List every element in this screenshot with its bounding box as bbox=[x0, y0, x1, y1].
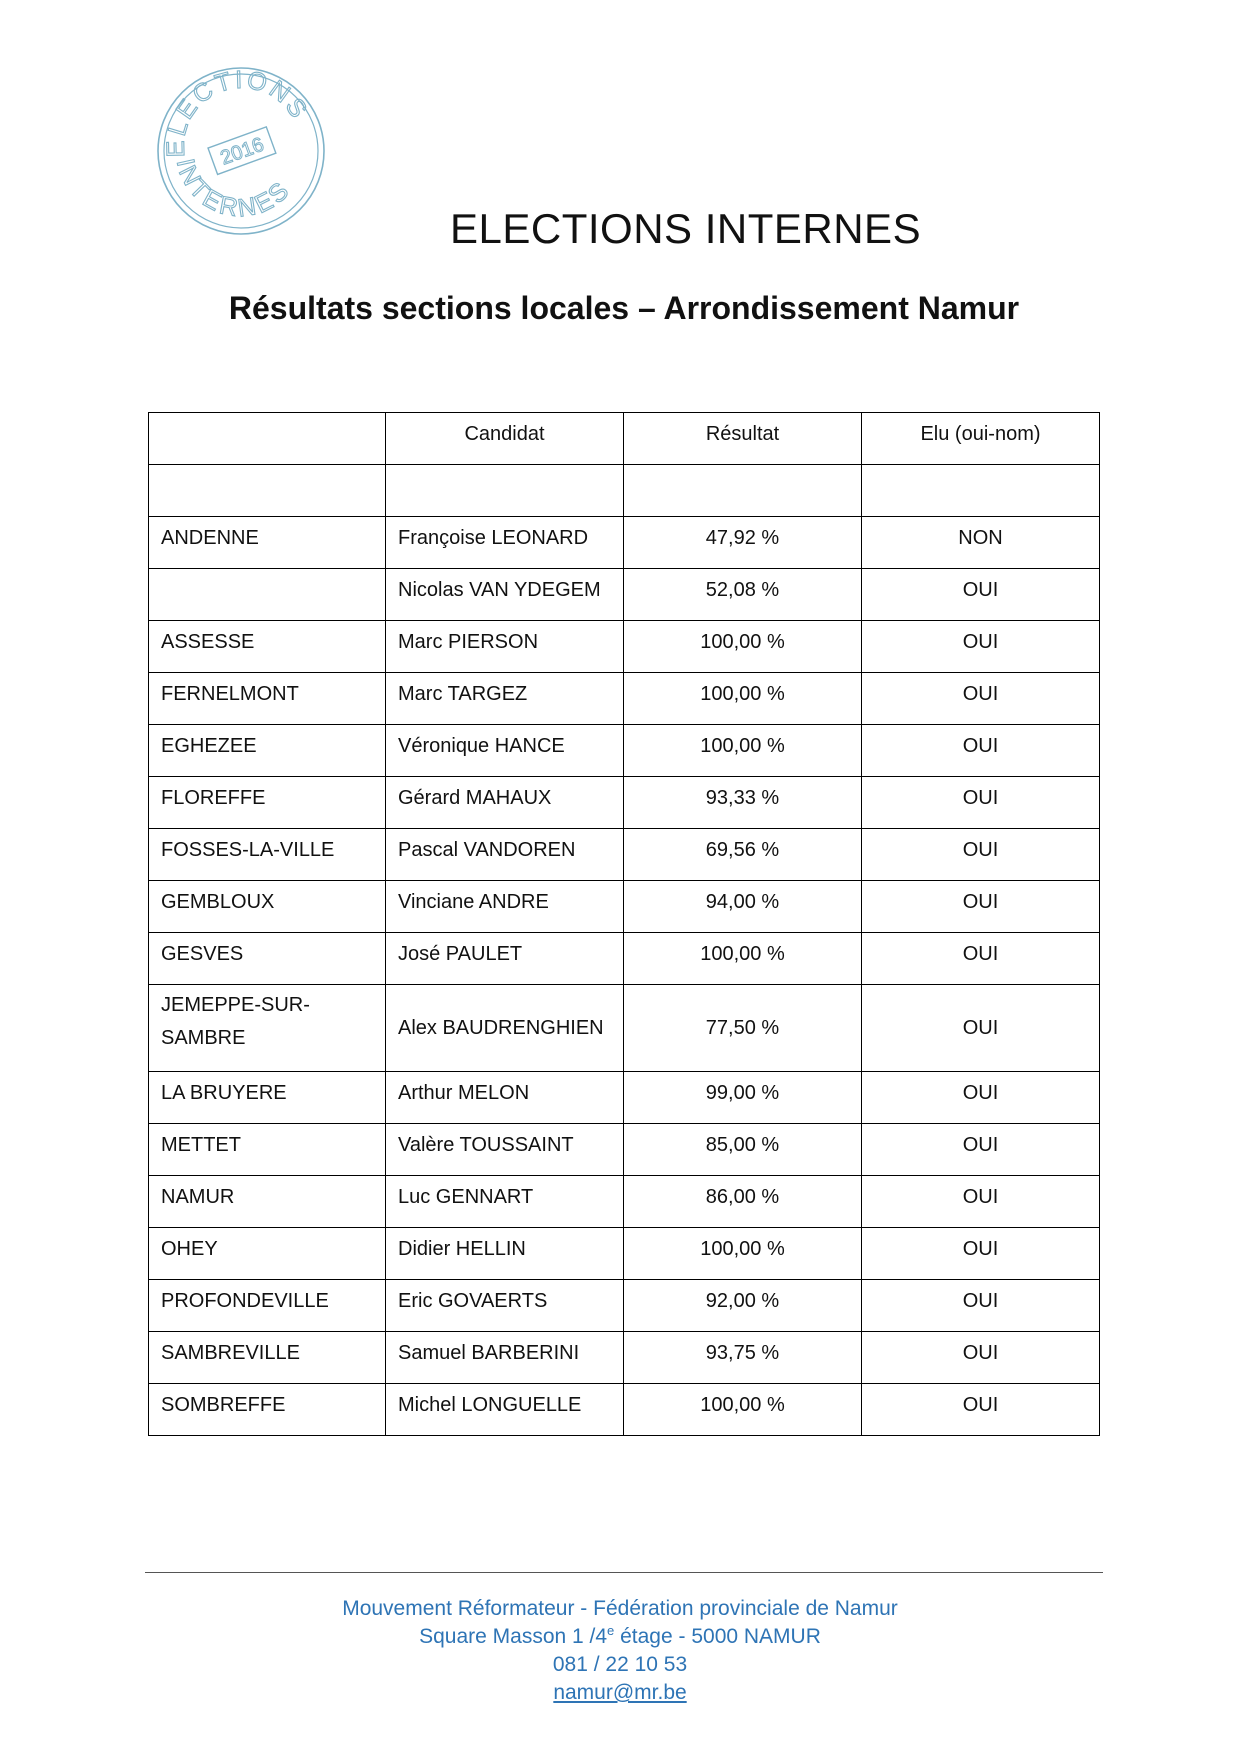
elected-cell: OUI bbox=[862, 881, 1100, 933]
result-cell: 94,00 % bbox=[624, 881, 862, 933]
result-cell: 93,75 % bbox=[624, 1332, 862, 1384]
result-cell: 86,00 % bbox=[624, 1176, 862, 1228]
elected-cell: OUI bbox=[862, 829, 1100, 881]
table-row bbox=[149, 1124, 1100, 1176]
section-cell: SOMBREFFE bbox=[149, 1384, 386, 1436]
footer-address: Square Masson 1 /4e étage - 5000 NAMUR bbox=[419, 1623, 821, 1648]
section-cell: FLOREFFE bbox=[149, 777, 386, 829]
result-cell: 93,33 % bbox=[624, 777, 862, 829]
header-resultat: Résultat bbox=[624, 413, 862, 465]
footer bbox=[0, 1595, 1240, 1707]
elected-cell: OUI bbox=[862, 1124, 1100, 1176]
candidate-cell: Valère TOUSSAINT bbox=[386, 1124, 624, 1176]
result-cell: 100,00 % bbox=[624, 1228, 862, 1280]
section-cell: JEMEPPE-SUR-SAMBRE bbox=[149, 985, 386, 1072]
table-row bbox=[149, 1332, 1100, 1384]
elected-cell: OUI bbox=[862, 569, 1100, 621]
table-row bbox=[149, 829, 1100, 881]
section-cell bbox=[149, 465, 386, 517]
table-row bbox=[149, 1280, 1100, 1332]
table-row bbox=[149, 933, 1100, 985]
page-title: ELECTIONS INTERNES bbox=[450, 205, 922, 252]
section-cell: FOSSES-LA-VILLE bbox=[149, 829, 386, 881]
section-cell: EGHEZEE bbox=[149, 725, 386, 777]
section-cell: PROFONDEVILLE bbox=[149, 1280, 386, 1332]
section-cell bbox=[149, 569, 386, 621]
footer-divider bbox=[145, 1572, 1103, 1573]
result-cell: 69,56 % bbox=[624, 829, 862, 881]
candidate-cell: Pascal VANDOREN bbox=[386, 829, 624, 881]
table-row bbox=[149, 1176, 1100, 1228]
section-cell: OHEY bbox=[149, 1228, 386, 1280]
result-cell: 100,00 % bbox=[624, 673, 862, 725]
result-cell: 100,00 % bbox=[624, 725, 862, 777]
elected-cell: OUI bbox=[862, 777, 1100, 829]
section-cell: GEMBLOUX bbox=[149, 881, 386, 933]
result-cell: 100,00 % bbox=[624, 621, 862, 673]
header-section bbox=[149, 413, 386, 465]
elected-cell: OUI bbox=[862, 673, 1100, 725]
section-cell: LA BRUYERE bbox=[149, 1072, 386, 1124]
elected-cell: OUI bbox=[862, 725, 1100, 777]
result-cell: 77,50 % bbox=[624, 985, 862, 1072]
results-table bbox=[148, 412, 1100, 1436]
page-subtitle: Résultats sections locales – Arrondissement Namur bbox=[228, 290, 1020, 326]
table-row bbox=[149, 621, 1100, 673]
candidate-cell: Nicolas VAN YDEGEM bbox=[386, 569, 624, 621]
elected-cell: OUI bbox=[862, 1228, 1100, 1280]
candidate-cell: Alex BAUDRENGHIEN bbox=[386, 985, 624, 1072]
result-cell: 47,92 % bbox=[624, 517, 862, 569]
header-candidat: Candidat bbox=[386, 413, 624, 465]
candidate-cell: José PAULET bbox=[386, 933, 624, 985]
elected-cell: OUI bbox=[862, 1384, 1100, 1436]
candidate-cell: Luc GENNART bbox=[386, 1176, 624, 1228]
candidate-cell: Marc TARGEZ bbox=[386, 673, 624, 725]
table-header-row bbox=[149, 413, 1100, 465]
elected-cell: OUI bbox=[862, 621, 1100, 673]
candidate-cell: Didier HELLIN bbox=[386, 1228, 624, 1280]
result-cell: 100,00 % bbox=[624, 1384, 862, 1436]
elected-cell bbox=[862, 465, 1100, 517]
table-row bbox=[149, 673, 1100, 725]
logo-text-bottom: INTERNES bbox=[170, 156, 297, 223]
section-cell: NAMUR bbox=[149, 1176, 386, 1228]
section-cell: ASSESSE bbox=[149, 621, 386, 673]
table-row bbox=[149, 1072, 1100, 1124]
candidate-cell: Gérard MAHAUX bbox=[386, 777, 624, 829]
section-cell: FERNELMONT bbox=[149, 673, 386, 725]
candidate-cell: Michel LONGUELLE bbox=[386, 1384, 624, 1436]
section-cell: ANDENNE bbox=[149, 517, 386, 569]
elected-cell: OUI bbox=[862, 933, 1100, 985]
result-cell: 52,08 % bbox=[624, 569, 862, 621]
candidate-cell bbox=[386, 465, 624, 517]
table-row bbox=[149, 1228, 1100, 1280]
section-cell: SAMBREVILLE bbox=[149, 1332, 386, 1384]
footer-organization: Mouvement Réformateur - Fédération provinciale de Namur bbox=[342, 1597, 898, 1620]
elected-cell: OUI bbox=[862, 1280, 1100, 1332]
logo-text-top: ELECTIONS bbox=[161, 65, 315, 158]
candidate-cell: Françoise LEONARD bbox=[386, 517, 624, 569]
table-row bbox=[149, 517, 1100, 569]
candidate-cell: Véronique HANCE bbox=[386, 725, 624, 777]
footer-email-link[interactable]: namur@mr.be bbox=[553, 1681, 687, 1704]
table-row bbox=[149, 725, 1100, 777]
elected-cell: OUI bbox=[862, 1332, 1100, 1384]
result-cell bbox=[624, 465, 862, 517]
header-elu: Elu (oui-nom) bbox=[862, 413, 1100, 465]
result-cell: 100,00 % bbox=[624, 933, 862, 985]
result-cell: 99,00 % bbox=[624, 1072, 862, 1124]
table-row bbox=[149, 985, 1100, 1072]
logo-year: 2016 bbox=[217, 133, 267, 170]
section-cell: GESVES bbox=[149, 933, 386, 985]
elected-cell: OUI bbox=[862, 985, 1100, 1072]
candidate-cell: Vinciane ANDRE bbox=[386, 881, 624, 933]
candidate-cell: Samuel BARBERINI bbox=[386, 1332, 624, 1384]
table-row bbox=[149, 569, 1100, 621]
elected-cell: OUI bbox=[862, 1072, 1100, 1124]
elected-cell: OUI bbox=[862, 1176, 1100, 1228]
elected-cell: NON bbox=[862, 517, 1100, 569]
table-row bbox=[149, 777, 1100, 829]
candidate-cell: Marc PIERSON bbox=[386, 621, 624, 673]
table-row bbox=[149, 881, 1100, 933]
footer-phone: 081 / 22 10 53 bbox=[552, 1653, 688, 1676]
section-cell: METTET bbox=[149, 1124, 386, 1176]
candidate-cell: Arthur MELON bbox=[386, 1072, 624, 1124]
table-row bbox=[149, 1384, 1100, 1436]
table-row bbox=[149, 465, 1100, 517]
candidate-cell: Eric GOVAERTS bbox=[386, 1280, 624, 1332]
result-cell: 85,00 % bbox=[624, 1124, 862, 1176]
result-cell: 92,00 % bbox=[624, 1280, 862, 1332]
